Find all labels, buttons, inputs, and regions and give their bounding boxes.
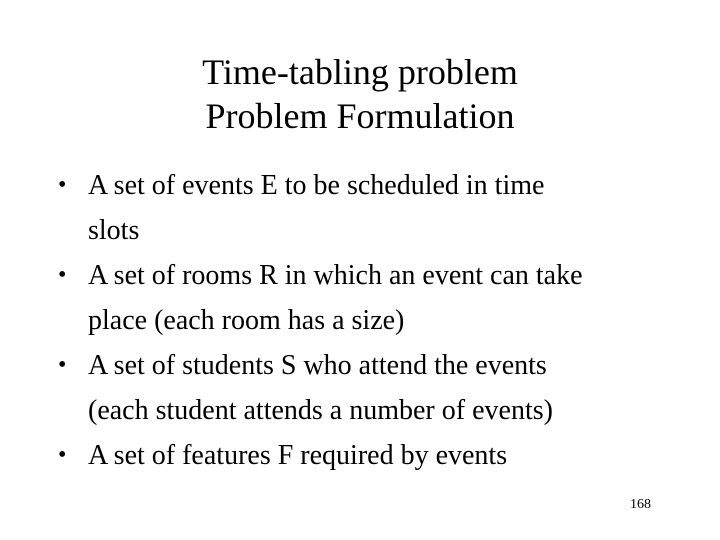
page-number: 168 (630, 497, 651, 512)
bullet-item-students (58, 343, 698, 433)
bullet-list (58, 163, 698, 478)
bullet-item-events (58, 163, 698, 253)
title-line-2: Problem Formulation (205, 96, 515, 136)
bullet-line: A set of students S who attend the events (88, 350, 547, 381)
bullet-item-features (58, 433, 698, 478)
bullet-dot-icon: • (58, 172, 67, 198)
slide-title (0, 50, 720, 138)
title-line-1: Time-tabling problem (202, 52, 518, 92)
bullet-line: (each student attends a number of events) (88, 395, 553, 426)
bullet-line: slots (88, 215, 140, 246)
bullet-line: A set of features F required by events (88, 440, 508, 471)
bullet-line: place (each room has a size) (88, 305, 405, 336)
bullet-dot-icon: • (58, 442, 67, 468)
bullet-line: A set of events E to be scheduled in time (88, 170, 545, 201)
bullet-item-rooms (58, 253, 698, 343)
bullet-line: A set of rooms R in which an event can take (88, 260, 583, 291)
bullet-dot-icon: • (58, 262, 67, 288)
bullet-dot-icon: • (58, 352, 67, 378)
